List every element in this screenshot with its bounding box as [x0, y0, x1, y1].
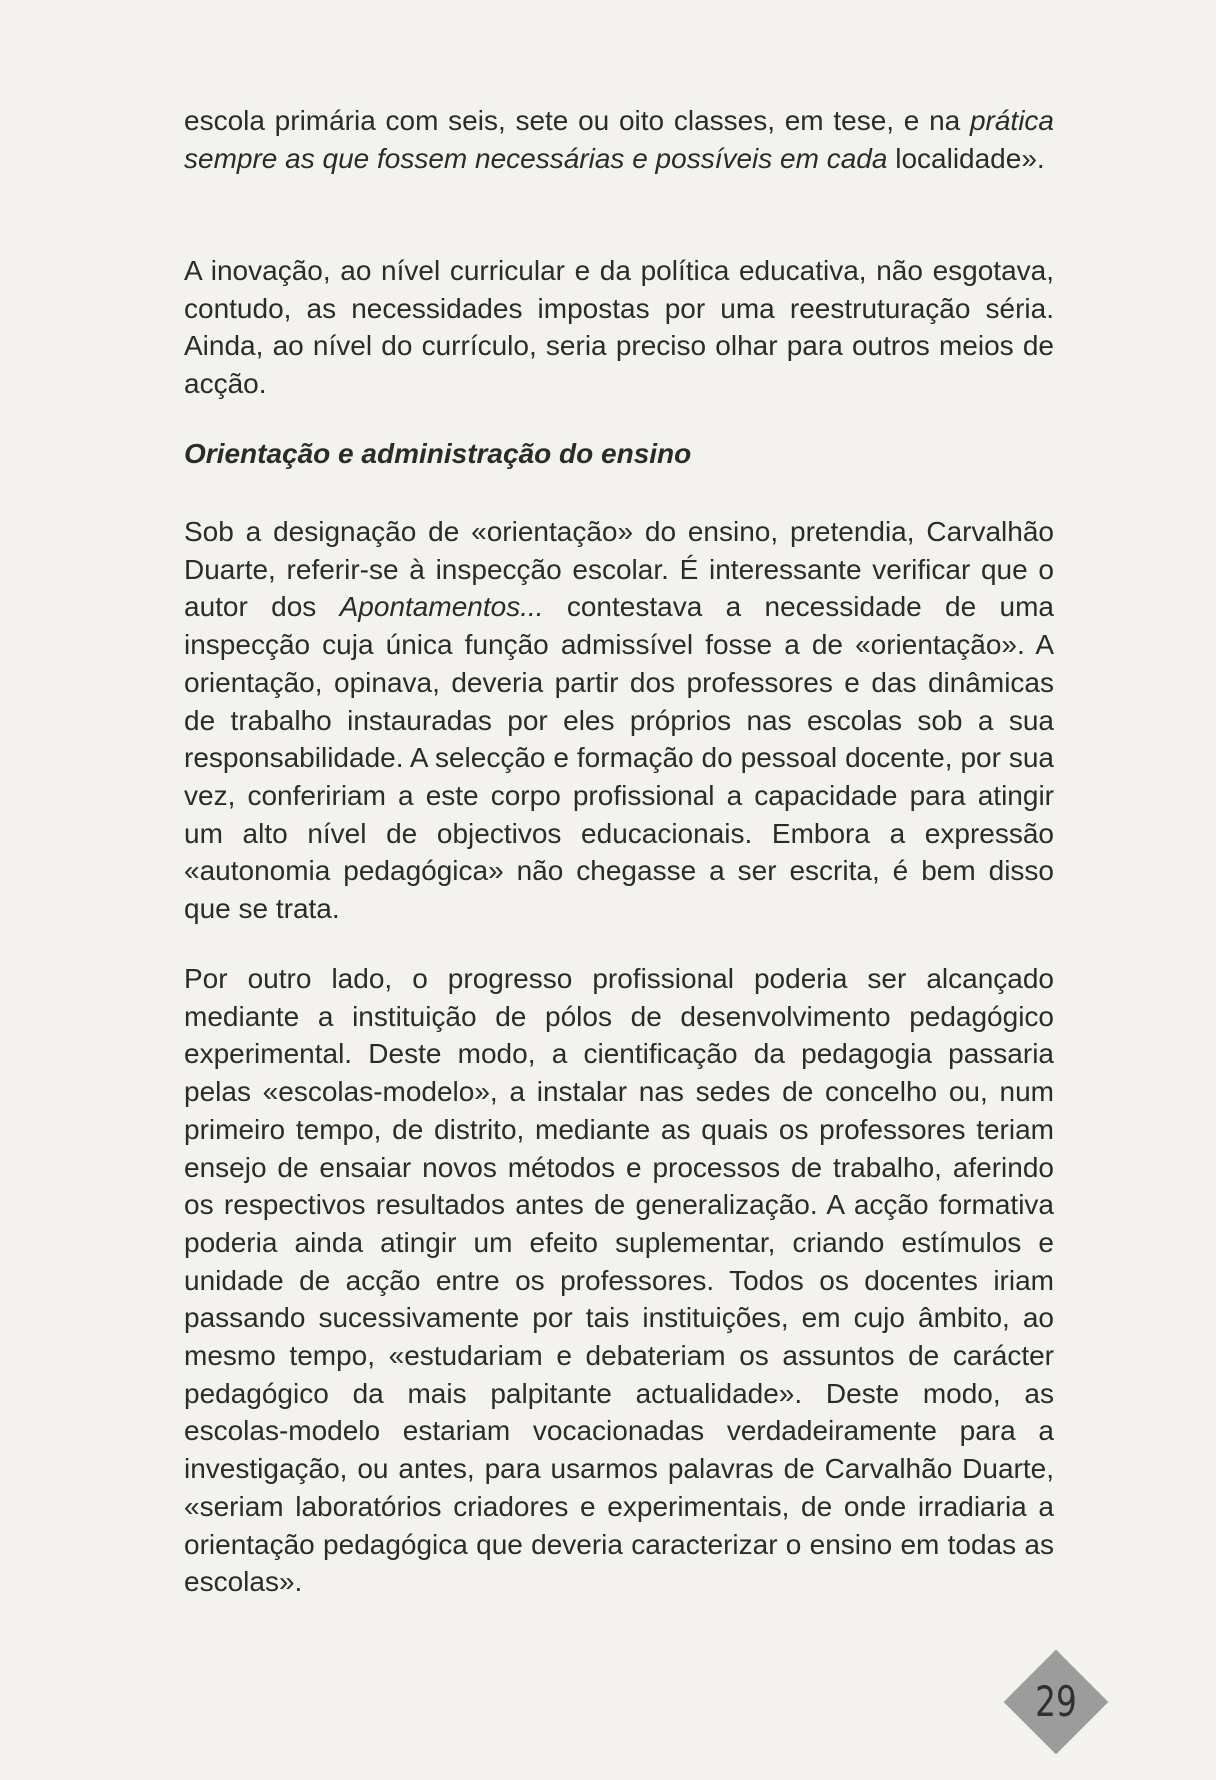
page-number-badge — [1004, 1650, 1108, 1754]
page-number: 29 — [1035, 1677, 1077, 1726]
paragraph-curricular-innovation: A inovação, ao nível curricular e da política educativa, não esgotava, contudo, as necessidades impostas por uma reestruturação séria. Ainda, ao nível do currículo, seria preciso olhar para outros meios de acção. — [184, 255, 1054, 400]
section-heading: Orientação e administração do ensino — [184, 438, 692, 469]
paragraph-1-text: escola primária com seis, sete ou oito classes, em tese, e na — [184, 105, 970, 136]
paragraph-model-schools: Por outro lado, o progresso profissional poderia ser alcançado mediante a instituição de pólos de desenvolvimento pedagógico experimental. Deste modo, a cientificação da pedagogia passaria pelas «escolas-modelo», a instalar nas sedes de concelho ou, num primeiro tempo, de distrito, mediante as quais os professores teriam ensejo de ensaiar novos métodos e processos de trabalho, aferindo os respectivos resultados antes de generalização. A acção formativa poderia ainda atingir um efeito suplementar, criando estímulos e unidade de acção entre os professores. Todos os docentes iriam passando sucessivamente por tais instituições, em cujo âmbito, ao mesmo tempo, «estudariam e debateriam os assuntos de carácter pedagógico da mais palpitante actualidade». Deste modo, as escolas-modelo estariam vocacionadas verdadeiramente para a investigação, ou antes, para usarmos palavras de Carvalhão Duarte, «seriam laboratórios criadores e experimentais, de onde irradiaria a orientação pedagógica que deveria caracterizar o ensino em todas as escolas». — [184, 963, 1054, 1598]
paragraph-1-italic: prática sempre as que fossem necessárias e possíveis em cada — [184, 105, 1054, 174]
paragraph-3-after: contestava a necessidade de uma inspecção cuja única função admissível fosse a de «orientação». A orientação, opinava, deveria partir dos professores e das dinâmicas de trabalho instauradas por eles próprios nas escolas sob a sua responsabilidade. A selecção e formação do pessoal docente, por sua vez, confeririam a este corpo profissional a capacidade para atingir um alto nível de objectivos educacionais. Embora a expressão «autonomia pedagógica» não chegasse a ser escrita, é bem disso que se trata. — [184, 591, 1054, 925]
paragraph-continuation — [184, 102, 1054, 177]
paragraph-3-before: Sob a designação de «orientação» do ensino, pretendia, Carvalhão Duarte, referir-se à inspecção escolar. É interessante verificar que o autor dos — [184, 516, 1054, 623]
paragraph-orientation — [184, 513, 1054, 928]
apontamentos-title: Apontamentos... — [339, 591, 544, 623]
paragraph-1-tail: localidade». — [887, 142, 1045, 174]
